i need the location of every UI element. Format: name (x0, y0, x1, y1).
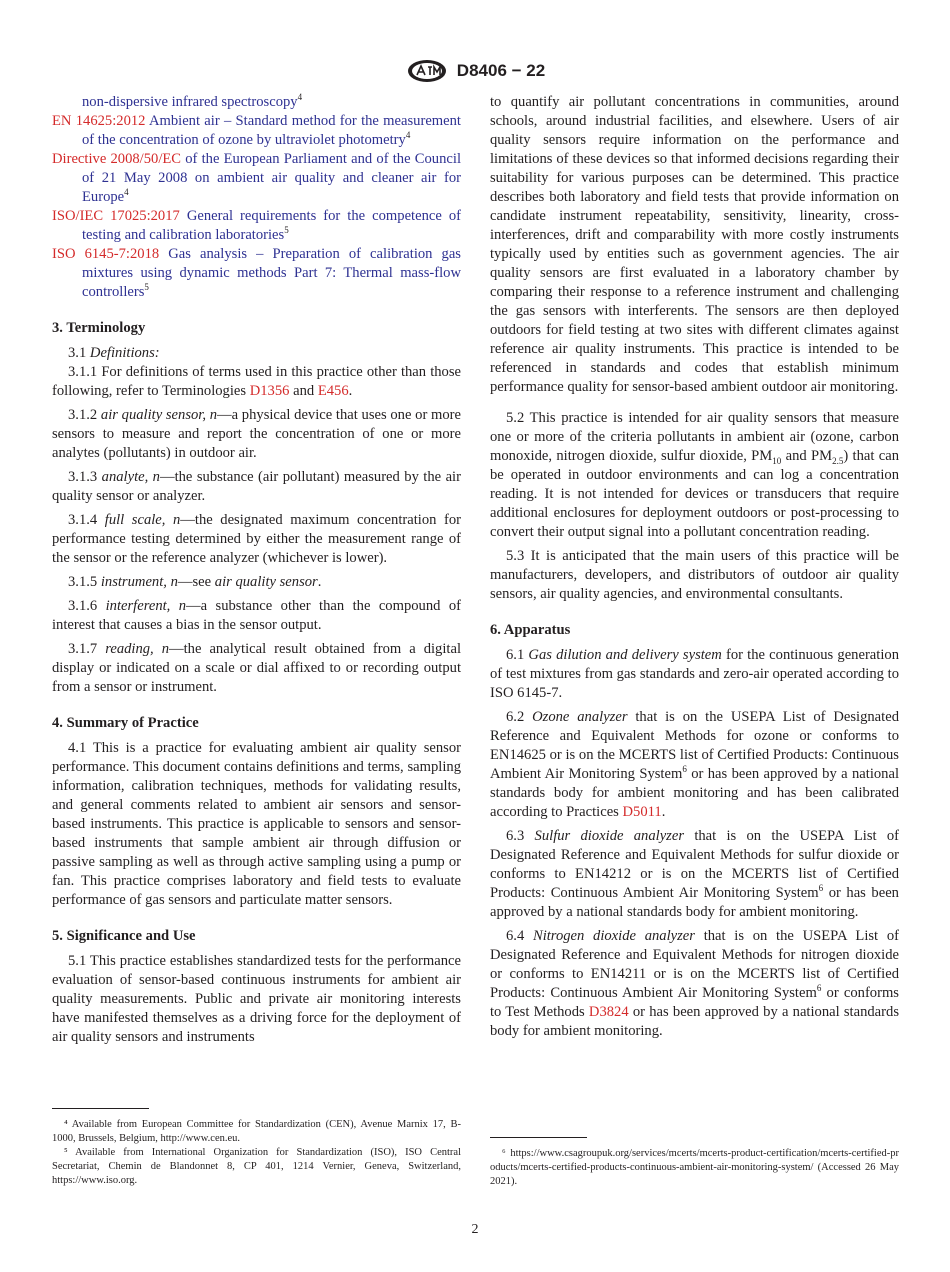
para-3-1: 3.1 Definitions: (68, 345, 160, 361)
reference-iso6145[interactable]: ISO 6145-7:2018 Gas analysis – Preparation of calibration gas mixtures using dynamic methods Part 7: Thermal mass-flow controllers$^5$ (52, 246, 461, 300)
para-6-4: 6.4 Nitrogen dioxide analyzer that is on the USEPA List of Designated Reference and Equivalent Methods for nitrogen dioxide or conforms to EN14211 or is on the MCERTS list of Certified Products: Continuous Ambient Air Monitoring System$^6$ or conforms to Test Methods D3824 or has been approved by a national standards body for ambient monitoring. (490, 928, 899, 1039)
para-5-3: 5.3 It is anticipated that the main users of this practice will be manufacturers, developers, and distributors of outdoor air quality sensors, air quality agencies, and environmental consultants. (490, 548, 899, 602)
para-3-1-5: 3.1.5 instrument, n—see air quality sensor. (68, 574, 322, 590)
reference-ndir: non-dispersive infrared spectroscopy$^4$ (82, 92, 303, 110)
footnote-5: ⁵ Available from International Organization for Standardization (ISO), ISO Central Secretariat, Chemin de Blandonnet 8, CP 401, 1214 Vernier, Geneva, Switzerland, https://www.iso.org. (52, 1147, 461, 1186)
page-number: 2 (471, 1222, 479, 1237)
para-3-1-4: 3.1.4 full scale, n—the designated maximum concentration for performance testing determined by either the measurement range of the sensor or the reference analyzer (whichever is lower). (52, 512, 461, 566)
para-3-1-7: 3.1.7 reading, n—the analytical result obtained from a digital display or indicated on a scale or dial affixed to or recording output from a sensor or instrument. (52, 641, 461, 695)
link-d3824[interactable]: D3824 (588, 1004, 629, 1020)
footnotes-right (490, 1147, 899, 1189)
section-4-heading: 4. Summary of Practice (52, 715, 199, 731)
section-6-heading: 6. Apparatus (490, 622, 571, 638)
section-5-heading: 5. Significance and Use (52, 928, 196, 944)
para-3-1-1: 3.1.1 For definitions of terms used in this practice other than those following, refer to Terminologies D1356 and E456. (52, 364, 461, 399)
para-5-2: 5.2 This practice is intended for air quality sensors that measure one or more of the criteria pollutants in ambient air (ozone, carbon monoxide, nitrogen dioxide, sulfur dioxide, $PM_{10}$ and $PM_{2.5}$) that can be operated in outdoor environments and can log a concentration reading. It is not intended for devices or transducers that require additional enclosures for deployment outdoors or post-processing to convert their output signal into a pollutant concentration reading. (490, 410, 899, 540)
footnote-6: ⁶ https://www.csagroupuk.org/services/mcerts/mcerts-product-certification/mcerts-certified-products/mcerts-certified-products-continuous-ambient-air-monitoring-system/ (Accessed 26 May 2021). (490, 1148, 899, 1187)
para-6-3: 6.3 Sulfur dioxide analyzer that is on the USEPA List of Designated Reference and Equivalent Methods for sulfur dioxide or conforms to EN14212 or is on the MCERTS list of Certified Products: Continuous Ambient Air Monitoring System$^6$ or has been approved by a national standards body for ambient monitoring. (490, 828, 899, 920)
reference-en14625[interactable]: EN 14625:2012 Ambient air – Standard method for the measurement of the concentration of ozone by ultraviolet photometry$^4$ (52, 113, 461, 148)
footnotes-left (52, 1118, 461, 1188)
reference-directive[interactable]: Directive 2008/50/EC of the European Parliament and of the Council of 21 May 2008 on ambient air quality and cleaner air for Europe$^4$ (52, 151, 461, 205)
section-3-heading: 3. Terminology (52, 320, 146, 336)
page-header (0, 58, 950, 84)
footnote-divider-left (52, 1108, 149, 1109)
astm-logo-icon (405, 58, 449, 84)
left-column (52, 93, 461, 1052)
para-3-1-2: 3.1.2 air quality sensor, n—a physical device that uses one or more sensors to measure and report the concentration of one or more analytes (pollutants) in outdoor air. (52, 407, 461, 461)
para-4-1: 4.1 This is a practice for evaluating ambient air quality sensor performance. This document contains definitions and terms, sampling information, calibration techniques, methods for validating results, and general comments related to ambient air sensors and sensor-based instruments. This practice is applicable to sensors and sensor-based instruments that sample ambient air through diffusion or passive sampling as well as through active sampling using a pump or fan. This practice comprises laboratory and field tests to evaluate performance of gas sensors and particulate matter sensors. (52, 740, 461, 908)
designation: D8406 − 22 (456, 61, 546, 80)
para-5-1-cont: to quantify air pollutant concentrations in communities, around schools, around industrial facilities, and elsewhere. Users of air quality sensors require information on the performance and limitations of these devices so that informed decisions regarding their suitability for various purposes can be determined. This practice describes both laboratory and field tests that provide information on candidate instrument repeatability, sensitivity, linearity, cross-interferences, drift and comparability with more costly instruments typically used by entities such as government agencies. The air quality sensors are first evaluated in a laboratory chamber by comparing their response to a reference instrument and challenging the gas sensors with interferents. The sensors are then deployed outdoors for field testing at two sites with different climates against reference air quality instruments. This practice is intended to be referenced in standards and codes that establish minimum performance quality for sensor-based ambient outdoor air monitoring. (490, 94, 899, 395)
para-5-1-start: 5.1 This practice establishes standardized tests for the performance evaluation of sensor-based continuous instruments for ambient air quality measurements. Public and private air monitoring interests have manifested themselves as a driving force for the deployment of air quality sensors and instruments (52, 953, 461, 1045)
para-6-1: 6.1 Gas dilution and delivery system for the continuous generation of test mixtures from gas standards and zero-air operated according to ISO 6145-7. (490, 647, 899, 701)
para-3-1-6: 3.1.6 interferent, n—a substance other than the compound of interest that causes a bias in the sensor output. (52, 598, 462, 633)
footnote-divider-right (490, 1137, 587, 1138)
para-3-1-3: 3.1.3 analyte, n—the substance (air pollutant) measured by the air quality sensor or analyzer. (52, 469, 461, 504)
reference-iso17025[interactable]: ISO/IEC 17025:2017 General requirements for the competence of testing and calibration laboratories$^5$ (52, 208, 462, 243)
right-column (490, 93, 899, 1046)
footnote-4: ⁴ Available from European Committee for Standardization (CEN), Avenue Marnix 17, B-1000, Brussels, Belgium, http://www.cen.eu. (52, 1119, 461, 1144)
link-d1356[interactable]: D1356 (249, 383, 290, 399)
link-e456[interactable]: E456 (317, 383, 349, 399)
link-d5011[interactable]: D5011 (622, 804, 662, 820)
para-6-2: 6.2 Ozone analyzer that is on the USEPA List of Designated Reference and Equivalent Methods for ozone or conforms to EN14625 or is on the MCERTS list of Certified Products: Continuous Ambient Air Monitoring System$^6$ or has been approved by a national standards body for ambient monitoring and has been calibrated according to Practices D5011. (490, 709, 900, 820)
